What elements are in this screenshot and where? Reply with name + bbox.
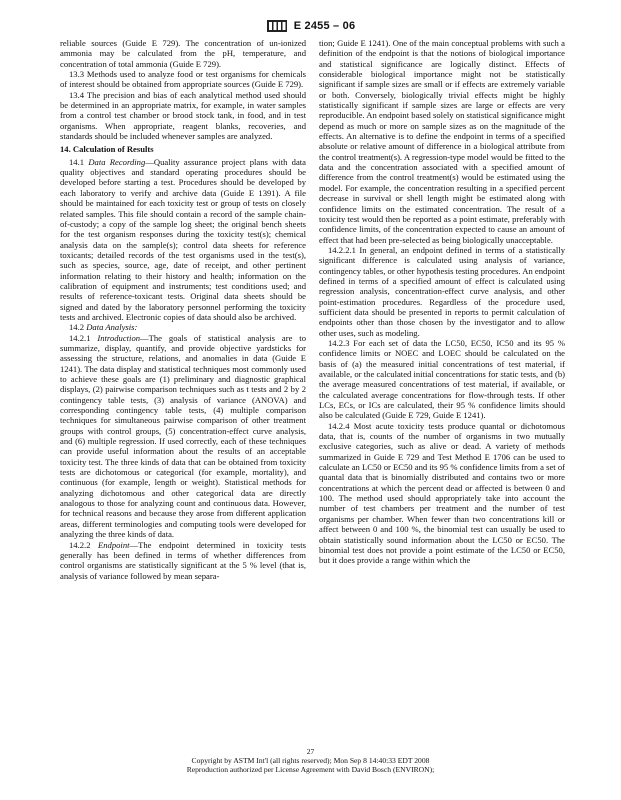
left-column — [60, 38, 306, 743]
copyright-line: Copyright by ASTM Int'l (all rights reserved); Mon Sep 8 14:40:33 EDT 2008 — [191, 756, 430, 765]
paragraph-14-2-2 — [60, 540, 306, 581]
clause-number: 14.2 — [69, 322, 85, 333]
section-heading: 14. Calculation of Results — [60, 144, 154, 155]
paragraph-13-4: 13.4 The precision and bias of each analytical method used should be determined in an appropriate matrix, for example, in water samples from a control test chamber or brood stock tank, in food, and in test organisms. When appropriate, reagent blanks, recoveries, and standards should be included whenever samples are analyzed. — [60, 89, 306, 142]
clause-title: Data Recording — [88, 156, 146, 167]
paragraph-14-2 — [60, 322, 306, 332]
paragraph-14-2-1 — [60, 333, 306, 540]
page-number: 27 — [306, 747, 315, 756]
page-header — [0, 18, 621, 34]
page-footer — [0, 747, 621, 774]
paragraph-14-1 — [60, 157, 306, 323]
paragraph-13-3: 13.3 Methods used to analyze food or test organisms for chemicals of interest should be obtained from appropriate sources (Guide E 729). — [60, 69, 306, 90]
paragraph: tion; Guide E 1241). One of the main conceptual problems with such a definition of the endpoint is that the notions of biological importance and statistical significance are logically distinct. Effects of considerable biological importance might not be statistically significant if sample sizes are small or if effects are extremely variable or both. Conversely, biologically trivial effects might be highly statistically significant if sample sizes are large or effects are very reproducible. An endpoint based solely on statistical significance might depend as much or more on sample sizes as on the magnitude of the effects. An alternative is to define the endpoint in terms of a specified absolute or relative amount of difference in a biological attribute from the control treatment(s). A regression-type model would be fitted to the data and the concentration associated with a specified amount of difference from the control treatment(s) would be estimated using the model. For example, the concentration resulting in a specified percent decrease in survival or shell length might be estimated along with confidence limits on the estimated concentration. The result of a toxicity test would then be reported as a point estimate, preferably with confidence limits, of the concentration expected to cause an amount of effect that had been pre-selected as being biologically unacceptable. — [319, 38, 565, 245]
paragraph-14-2-4: 14.2.4 Most acute toxicity tests produce quantal or dichotomous data, that is, counts of the number of organisms in two mutually exclusive categories, such as alive or dead. A variety of methods summarized in Guide E 729 and Test Method E 1706 can be used to calculate an LC50 or EC50 and its 95 % confidence limits from a set of quantal data that is binomially distributed and contains two or more concentrations at which the percent dead or affected is between 0 and 100. The method used should appropriately take into account the number of test chambers per treatment and the number of test organisms per chamber. When fewer than two concentrations kill or affect between 0 and 100 %, the binomial test can usually be used to obtain statistically sound information about the LC50 or EC50. The binomial test does not provide a point estimate of the LC50 or EC50, but it does provide a range within which the — [319, 420, 565, 566]
right-column — [319, 38, 565, 743]
clause-number: 14.2.2 — [69, 539, 91, 550]
paragraph-14-2-2-1: 14.2.2.1 In general, an endpoint defined in terms of a statistically significant difference is calculated using analysis of variance, contingency tables, or other hypothesis testing procedures. An endpoint defined in terms of a specified amount of effect is calculated using regression analysis, concentration-effect curve analysis, and other point-estimation procedures. Regardless of the procedure used, sufficient data should be presented in reports to permit calculation of endpoints other than those chosen by the investigator and to allow other uses, such as modeling. — [319, 244, 565, 338]
standard-designation: E 2455 – 06 — [293, 20, 356, 32]
clause-text: —Quality assurance project plans with data quality objectives and standard operating procedures should be developed before starting a test. Procedures should be developed by each laboratory to verify and archive data (Guide E 1391). A file should be maintained for each toxicity test or group of tests on closely related samples. This file should contain a record of the sample chain-of-custody; a copy of the sample log sheet; the original bench sheets for the test organism responses during the toxicity test(s); chemical analysis data on the sample(s); control data sheets for reference toxicants; detailed records of the test organisms used in the test(s), such as species, source, age, date of receipt, and other pertinent information relating to their history and health; information on the calibration of equipment and instruments; test conditions used; and results of reference-toxicant tests. Original data sheets should be signed and dated by the laboratory personnel performing the toxicity tests and archived. Electronic copies of data should also be archived. — [60, 156, 306, 322]
clause-text: —The endpoint determined in toxicity tests generally has been defined in terms of whether differences from control organisms are statistically significant at the 5 % level (that is, analysis of variance followed by mean separa- — [60, 539, 306, 581]
paragraph: reliable sources (Guide E 729). The concentration of un-ionized ammonia may be calculated from the pH, temperature, and concentration of total ammonia (Guide E 729). — [60, 38, 306, 69]
astm-logo-icon — [266, 18, 288, 34]
clause-number: 14.1 — [69, 156, 85, 167]
clause-number: 14.2.1 — [69, 332, 91, 343]
license-line: Reproduction authorized per License Agreement with David Bosch (ENVIRON); — [186, 765, 435, 774]
clause-title: Data Analysis: — [86, 322, 138, 333]
clause-text: —The goals of statistical analysis are to summarize, display, quantify, and provide objective yardsticks for assessing the structure, relations, and anomalies in data (Guide E 1241). The data display and statistical techniques most commonly used to achieve these goals are (1) preliminary and diagnostic graphical displays, (2) pairwise comparison techniques such as t tests and 2 by 2 contingency table tests, (3) analysis of variance (ANOVA) and corresponding contingency table tests, (4) multiple comparison techniques for simultaneous pairwise comparison of other treatment groups with control groups, (5) concentration-effect curve analysis, and (6) multiple regression. If used correctly, each of these techniques can provide useful information about the results of an acceptable toxicity test. The three kinds of data that can be obtained from toxicity tests are dichotomous or categorical (for example, mortality), and continuous (for example, length or weight). Statistical methods for analyzing dichotomous and other categorical data are directly analogous to those for analyzing count and continuous data. However, for technical reasons and because they arose from different application areas, different terminologies and computing tools were developed for analyzing the three kinds of data. — [60, 332, 306, 540]
clause-title: Endpoint — [98, 539, 130, 550]
paragraph-14-2-3: 14.2.3 For each set of data the LC50, EC50, IC50 and its 95 % confidence limits or NOEC and LOEC should be calculated on the basis of (a) the measured initial concentrations of test material, if available, or the calculated initial concentrations for static tests, and (b) the average measured concentrations of test material, if available, or the calculated average concentrations for flow-through tests. If other LCs, ECs, or ICs are calculated, their 95 % confidence limits should also be calculated (Guide E 729, Guide E 1241). — [319, 337, 565, 421]
clause-title: Introduction — [97, 332, 141, 343]
